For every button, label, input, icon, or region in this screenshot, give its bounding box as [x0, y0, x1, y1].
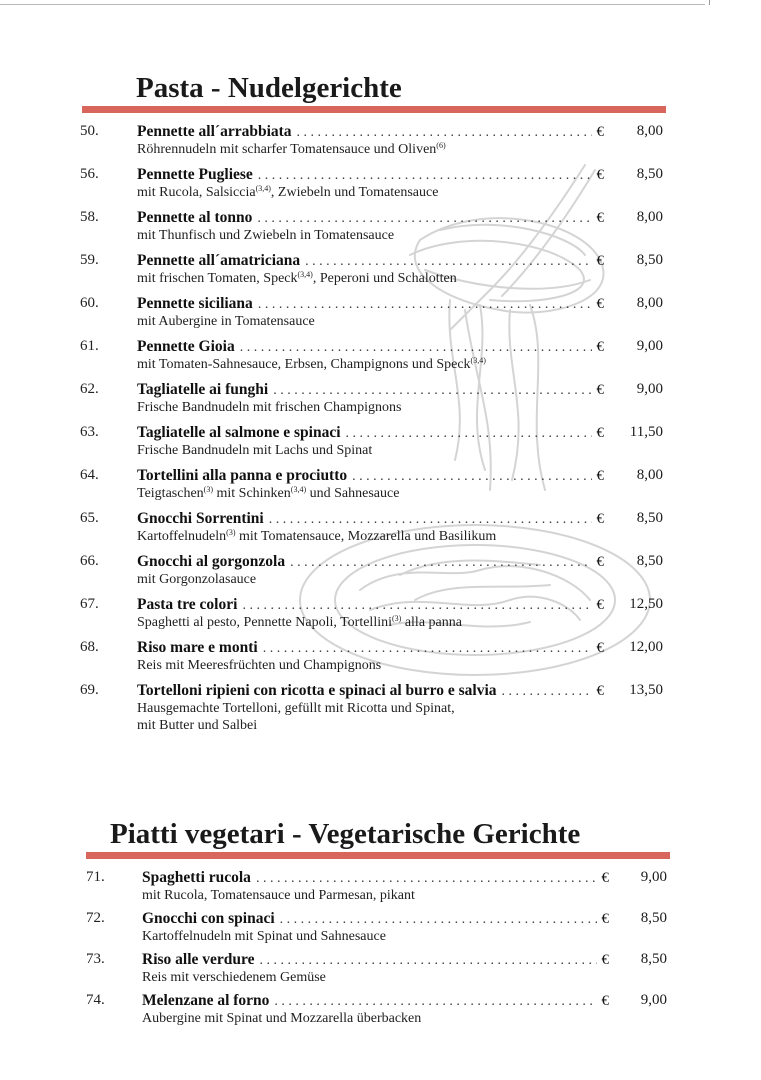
item-number: 50. — [80, 123, 99, 139]
item-price: 11,50 — [629, 424, 663, 440]
item-description: mit Rucola, Tomatensauce und Parmesan, pikant — [142, 888, 415, 903]
item-name: Tagliatelle al salmone e spinaci — [137, 424, 341, 441]
item-name: Pennette all´amatriciana — [137, 252, 301, 269]
item-number: 67. — [80, 596, 99, 612]
item-number: 59. — [80, 252, 99, 268]
currency-symbol: € — [596, 382, 604, 398]
item-name: Tagliatelle ai funghi — [137, 381, 269, 398]
dot-leader — [297, 123, 592, 142]
dot-leader — [258, 295, 592, 314]
dot-leader — [280, 910, 597, 929]
menu-list — [0, 868, 761, 1032]
dot-leader — [256, 869, 597, 888]
menu-item — [0, 552, 761, 595]
item-number: 68. — [80, 639, 99, 655]
item-name: Gnocchi con spinaci — [142, 910, 275, 927]
item-price: 8,50 — [640, 951, 667, 967]
item-description: Röhrennudeln mit scharfer Tomatensauce und Oliven$^{(6)}$ — [137, 141, 446, 157]
menu-item — [0, 868, 761, 909]
menu-item — [0, 595, 761, 638]
dot-leader — [290, 553, 591, 572]
item-line — [137, 380, 604, 400]
menu-item — [0, 681, 761, 741]
item-name: Pennette siciliana — [137, 295, 253, 312]
item-price: 12,00 — [629, 639, 663, 655]
section-title: Piatti vegetari - Vegetarische Gerichte — [110, 818, 581, 850]
menu-item — [0, 466, 761, 509]
item-price: 8,50 — [640, 910, 667, 926]
item-line — [137, 251, 604, 271]
item-line — [137, 294, 604, 314]
item-number: 73. — [86, 951, 105, 967]
dot-leader — [242, 596, 591, 615]
item-number: 61. — [80, 338, 99, 354]
menu-item — [0, 165, 761, 208]
item-description: Reis mit verschiedenem Gemüse — [142, 970, 326, 985]
item-number: 63. — [80, 424, 99, 440]
dot-leader — [352, 467, 591, 486]
item-line — [137, 595, 604, 615]
item-price: 9,00 — [640, 869, 667, 885]
currency-symbol: € — [601, 870, 609, 886]
scan-corner-mark — [709, 0, 710, 5]
item-name: Gnocchi al gorgonzola — [137, 553, 286, 570]
item-line — [142, 950, 609, 970]
item-price: 9,00 — [636, 338, 663, 354]
item-description: Reis mit Meeresfrüchten und Champignons — [137, 658, 382, 673]
item-name: Pennette Pugliese — [137, 166, 253, 183]
currency-symbol: € — [601, 993, 609, 1009]
item-description-line-2: mit Butter und Salbei — [137, 718, 258, 733]
dot-leader — [305, 252, 591, 271]
scan-top-edge-line — [0, 4, 705, 5]
item-name: Spaghetti rucola — [142, 869, 251, 886]
item-line — [137, 466, 604, 486]
item-name: Pennette Gioia — [137, 338, 235, 355]
item-description: Aubergine mit Spinat und Mozzarella überbacken — [142, 1011, 422, 1026]
dot-leader — [258, 166, 592, 185]
item-name: Riso mare e monti — [137, 639, 258, 656]
currency-symbol: € — [596, 683, 604, 699]
item-name: Gnocchi Sorrentini — [137, 510, 264, 527]
item-line — [137, 552, 604, 572]
menu-list — [0, 122, 761, 741]
item-line — [137, 423, 604, 443]
menu-item — [0, 509, 761, 552]
item-price: 8,00 — [636, 123, 663, 139]
currency-symbol: € — [596, 468, 604, 484]
currency-symbol: € — [596, 339, 604, 355]
dot-leader — [269, 510, 592, 529]
item-line — [137, 638, 604, 658]
item-description: mit Rucola, Salsiccia$^{(3,4)}$, Zwiebeln und Tomatensauce — [137, 184, 439, 200]
dot-leader — [274, 992, 596, 1011]
dot-leader — [257, 209, 591, 228]
item-line — [142, 868, 609, 888]
item-number: 58. — [80, 209, 99, 225]
item-line — [142, 991, 609, 1011]
item-price: 8,50 — [636, 252, 663, 268]
section-title-rule — [82, 106, 666, 113]
item-price: 8,50 — [636, 553, 663, 569]
currency-symbol: € — [596, 253, 604, 269]
item-description: mit Thunfisch und Zwiebeln in Tomatensauce — [137, 228, 395, 243]
item-line — [137, 337, 604, 357]
item-description: Kartoffelnudeln mit Spinat und Sahnesauce — [142, 929, 386, 944]
menu-item — [0, 950, 761, 991]
dot-leader — [346, 424, 592, 443]
dot-leader — [273, 381, 591, 400]
currency-symbol: € — [596, 425, 604, 441]
dot-leader — [260, 951, 597, 970]
item-price: 8,50 — [636, 166, 663, 182]
item-description: mit Tomaten-Sahnesauce, Erbsen, Champignons und Speck$^{(3,4)}$ — [137, 356, 486, 372]
item-description: Frische Bandnudeln mit frischen Champignons — [137, 400, 402, 415]
menu-item — [0, 251, 761, 294]
item-description: Teigtaschen$^{(3)}$ mit Schinken$^{(3,4)}$ und Sahnesauce — [137, 485, 400, 501]
item-name: Tortellini alla panna e prociutto — [137, 467, 348, 484]
currency-symbol: € — [601, 911, 609, 927]
item-name: Riso alle verdure — [142, 951, 255, 968]
item-number: 62. — [80, 381, 99, 397]
item-price: 8,00 — [636, 295, 663, 311]
currency-symbol: € — [596, 511, 604, 527]
item-name: Tortelloni ripieni con ricotta e spinaci al burro e salvia — [137, 682, 497, 699]
item-name: Melenzane al forno — [142, 992, 270, 1009]
currency-symbol: € — [596, 597, 604, 613]
menu-item — [0, 638, 761, 681]
currency-symbol: € — [596, 124, 604, 140]
item-price: 9,00 — [636, 381, 663, 397]
currency-symbol: € — [596, 554, 604, 570]
currency-symbol: € — [601, 952, 609, 968]
currency-symbol: € — [596, 210, 604, 226]
item-description: Hausgemachte Tortelloni, gefüllt mit Ricotta und Spinat, — [137, 701, 455, 716]
dot-leader — [263, 639, 592, 658]
item-number: 66. — [80, 553, 99, 569]
item-line — [137, 165, 604, 185]
item-number: 65. — [80, 510, 99, 526]
item-description: Kartoffelnudeln$^{(3)}$ mit Tomatensauce, Mozzarella und Basilikum — [137, 528, 497, 544]
item-line — [137, 681, 604, 701]
dot-leader — [502, 682, 592, 701]
item-number: 72. — [86, 910, 105, 926]
item-name: Pennette all´arrabbiata — [137, 123, 292, 140]
item-number: 56. — [80, 166, 99, 182]
item-line — [142, 909, 609, 929]
item-number: 74. — [86, 992, 105, 1008]
item-price: 9,00 — [640, 992, 667, 1008]
item-number: 64. — [80, 467, 99, 483]
item-description: Spaghetti al pesto, Pennette Napoli, Tortellini$^{(3)}$ alla panna — [137, 614, 462, 630]
item-line — [137, 122, 604, 142]
currency-symbol: € — [596, 167, 604, 183]
dot-leader — [240, 338, 592, 357]
item-line — [137, 208, 604, 228]
item-name: Pasta tre colori — [137, 596, 238, 613]
item-number: 60. — [80, 295, 99, 311]
item-description: mit Aubergine in Tomatensauce — [137, 314, 315, 329]
item-name: Pennette al tonno — [137, 209, 253, 226]
menu-item — [0, 991, 761, 1032]
item-price: 8,50 — [636, 510, 663, 526]
item-description: mit Gorgonzolasauce — [137, 572, 257, 587]
item-price: 8,00 — [636, 467, 663, 483]
item-price: 13,50 — [629, 682, 663, 698]
menu-item — [0, 294, 761, 337]
item-number: 69. — [80, 682, 99, 698]
item-description: mit frischen Tomaten, Speck$^{(3,4)}$, Peperoni und Schalotten — [137, 270, 457, 286]
section-title-rule — [86, 852, 670, 859]
menu-item — [0, 380, 761, 423]
section-title: Pasta - Nudelgerichte — [136, 72, 402, 104]
menu-item — [0, 909, 761, 950]
item-price: 12,50 — [629, 596, 663, 612]
currency-symbol: € — [596, 640, 604, 656]
currency-symbol: € — [596, 296, 604, 312]
menu-item — [0, 208, 761, 251]
item-number: 71. — [86, 869, 105, 885]
menu-item — [0, 423, 761, 466]
menu-item — [0, 122, 761, 165]
item-line — [137, 509, 604, 529]
menu-item — [0, 337, 761, 380]
item-description: Frische Bandnudeln mit Lachs und Spinat — [137, 443, 373, 458]
item-price: 8,00 — [636, 209, 663, 225]
